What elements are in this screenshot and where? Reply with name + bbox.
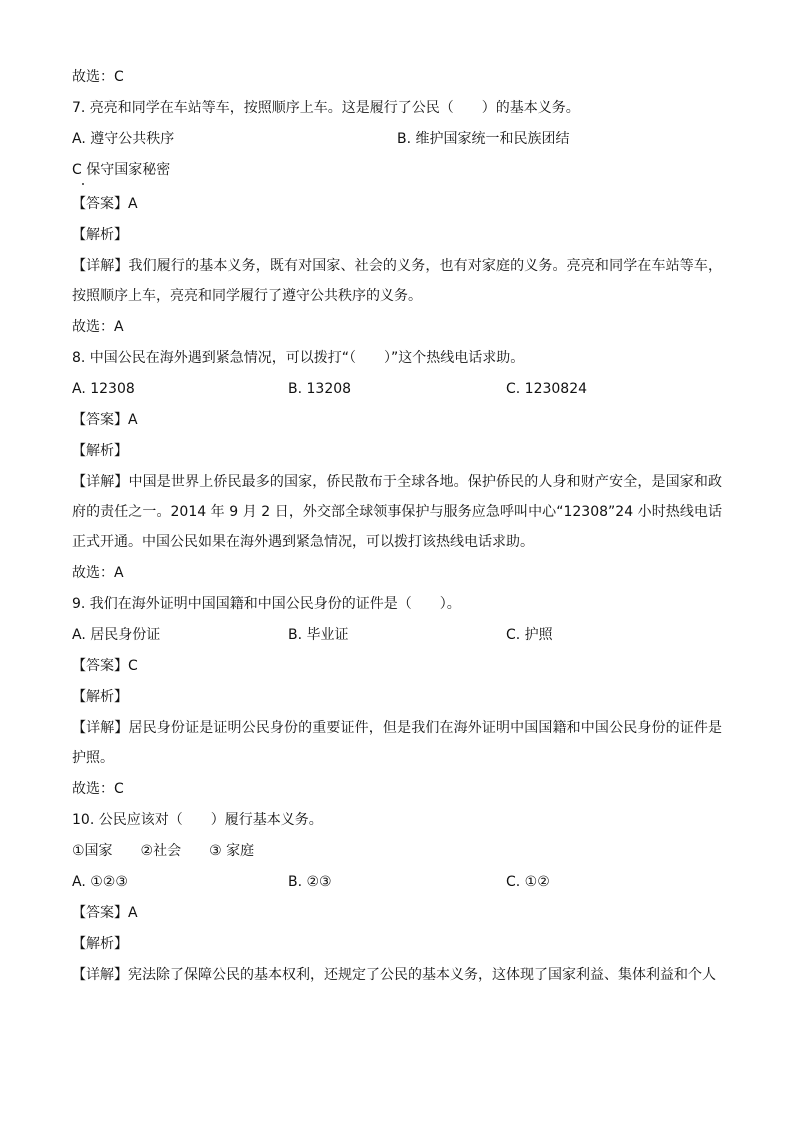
q8-choose: 故选：A [72,565,124,581]
q9-answer: 【答案】C [72,658,138,674]
stray-dot [82,183,84,185]
q7-stem: 7. 亮亮和同学在车站等车，按照顺序上车。这是履行了公民（ ）的基本义务。 [72,100,580,116]
q10-option-b: B. ②③ [288,874,332,890]
q8-options [72,374,722,405]
q7-option-b: B. 维护国家统一和民族团结 [397,131,570,147]
q9-options [72,620,722,651]
q9-stem: 9. 我们在海外证明中国国籍和中国公民身份的证件是（ ）。 [72,596,461,612]
q7-detail: 【详解】我们履行的基本义务，既有对国家、社会的义务，也有对家庭的义务。亮亮和同学在车站等车，按照顺序上车，亮亮和同学履行了遵守公共秩序的义务。 [72,258,722,304]
q9-analysis: 【解析】 [72,689,128,705]
q8-option-b: B. 13208 [288,381,352,397]
q8-analysis: 【解析】 [72,443,128,459]
q9-detail: 【详解】居民身份证是证明公民身份的重要证件，但是我们在海外证明中国国籍和中国公民身份的证件是护照。 [72,720,722,766]
q7-analysis: 【解析】 [72,227,128,243]
q9-option-a: A. 居民身份证 [72,627,161,643]
q9-choose: 故选：C [72,781,124,797]
q7-choose: 故选：A [72,319,124,335]
q10-option-a: A. ①②③ [72,874,128,890]
q8-detail: 【详解】中国是世界上侨民最多的国家，侨民散布于全球各地。保护侨民的人身和财产安全，是国家和政府的责任之一。2014 年 9 月 2 日，外交部全球领事保护与服务应急呼叫中心“12308”24 小时热线电话正式开通。中国公民如果在海外遇到紧急情况，可以拨打该热线电话求助。 [72,474,722,550]
q10-stem: 10. 公民应该对（ ）履行基本义务。 [72,812,323,828]
q8-answer: 【答案】A [72,412,138,428]
q10-items: ①国家 ②社会 ③ 家庭 [72,843,255,859]
q6-choose: 故选：C [72,69,124,85]
q10-option-c: C. ①② [506,874,550,890]
q7-answer: 【答案】A [72,196,138,212]
q8-option-a: A. 12308 [72,381,135,397]
q10-answer: 【答案】A [72,905,138,921]
q7-option-c: C 保守国家秘密 [72,162,171,178]
q9-option-c: C. 护照 [506,627,553,643]
q9-option-b: B. 毕业证 [288,627,349,643]
q10-analysis: 【解析】 [72,936,128,952]
q7-options [72,124,722,155]
document-page [72,62,722,991]
q8-option-c: C. 1230824 [506,381,588,397]
q7-option-a: A. 遵守公共秩序 [72,131,175,147]
q10-options [72,867,722,898]
q8-stem: 8. 中国公民在海外遇到紧急情况，可以拨打“（ ）”这个热线电话求助。 [72,350,525,366]
q10-detail: 【详解】宪法除了保障公民的基本权利，还规定了公民的基本义务，这体现了国家利益、集体利益和个人 [72,967,716,983]
q7-option-c-row [72,155,722,189]
